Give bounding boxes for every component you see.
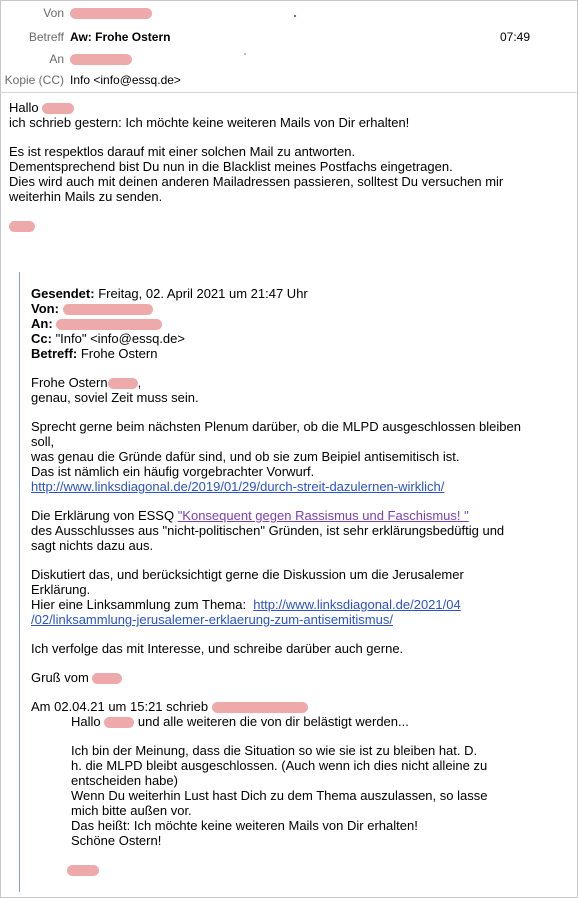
reply-line: ich schrieb gestern: Ich möchte keine weiteren Mails von Dir erhalten!	[9, 115, 410, 130]
cc-value[interactable]: Info <info@essq.de>	[70, 73, 181, 87]
quoted-line: was genau die Gründe dafür sind, und ob sie zum Beipiel antisemitisch ist.	[31, 449, 460, 464]
nested-line: mich bitte außen vor.	[71, 803, 192, 818]
quoted-line: Erklärung.	[31, 582, 91, 597]
nested-line: Das heißt: Ich möchte keine weiteren Mails von Dir erhalten!	[71, 818, 418, 833]
quoted-sent: Gesendet: Freitag, 02. April 2021 um 21:47 Uhr	[31, 286, 308, 301]
quoted-line: Diskutiert das, und berücksichtigt gerne die Diskussion um die Jerusalemer	[31, 567, 464, 582]
quoted-line: Frohe Ostern ,	[31, 375, 142, 390]
cc-label: Kopie (CC)	[4, 73, 64, 87]
quoted-from: Von:	[31, 301, 561, 316]
nested-line: Ich bin der Meinung, dass die Situation so wie sie ist zu bleiben hat. D.	[71, 743, 478, 758]
message-header	[0, 0, 578, 92]
nested-line: Schöne Ostern!	[71, 833, 162, 848]
link-linksammlung-part1[interactable]: http://www.linksdiagonal.de/2021/04	[253, 597, 461, 612]
reply-body	[9, 100, 569, 233]
quoted-subject: Betreff: Frohe Ostern	[31, 346, 158, 361]
quoted-message	[31, 286, 561, 714]
quoted-line: sagt nichts dazu aus.	[31, 538, 154, 553]
quoted-greeting: Gruß vom	[31, 670, 561, 685]
reply-line: Dementsprechend bist Du nun in die Blacklist meines Postfachs eingetragen.	[9, 159, 453, 174]
quoted-line: Das ist nämlich ein häufig vorgebrachter Vorwurf.	[31, 464, 315, 479]
reply-line: weiterhin Mails zu senden.	[9, 189, 163, 204]
from-label: Von	[43, 6, 64, 20]
to-row	[0, 49, 578, 69]
received-time: 07:49	[500, 30, 531, 44]
quoted-to: An:	[31, 316, 561, 331]
quoted-line: genau, soviel Zeit muss sein.	[31, 390, 199, 405]
to-value[interactable]	[70, 49, 132, 69]
quoted-line: Ich verfolge das mit Interesse, und schreibe darüber auch gerne.	[31, 641, 404, 656]
cc-row	[0, 70, 578, 90]
from-value[interactable]	[70, 3, 152, 23]
subject-value: Aw: Frohe Ostern	[70, 30, 171, 44]
quoted-line: des Ausschlusses aus "nicht-politischen" Gründen, ist sehr erklärungsbedüftig und	[31, 523, 505, 538]
nested-line: Wenn Du weiterhin Lust hast Dich zu dem Thema auszulassen, so lasse	[71, 788, 488, 803]
reply-line: Es ist respektlos darauf mit einer solchen Mail zu antworten.	[9, 144, 356, 159]
quoted-line: Sprecht gerne beim nächsten Plenum darüber, ob die MLPD ausgeschlossen bleiben	[31, 419, 521, 434]
nested-line: Hallo und alle weiteren die von dir belästigt werden...	[71, 714, 409, 729]
quoted-attribution: Am 02.04.21 um 15:21 schrieb	[31, 699, 561, 714]
reply-signature	[9, 218, 569, 233]
quoted-cc: Cc: "Info" <info@essq.de>	[31, 331, 185, 346]
reply-line: Dies wird auch mit deinen anderen Mailadressen passieren, solltest Du versuchen mir	[9, 174, 504, 189]
quoted-line: soll,	[31, 434, 55, 449]
subject-label: Betreff	[28, 30, 64, 44]
quoted-line: Die Erklärung von ESSQ "Konsequent gegen Rassismus und Faschismus! "	[31, 508, 469, 523]
subject-row	[0, 27, 578, 47]
header-divider	[0, 92, 578, 93]
to-label: An	[49, 52, 64, 66]
link-linksammlung-part2[interactable]: /02/linksammlung-jerusalemer-erklaerung-zum-antisemitismus/	[31, 612, 393, 627]
nested-quote	[71, 714, 551, 877]
from-row	[0, 3, 578, 23]
nested-line: entscheiden habe)	[71, 773, 178, 788]
status-dot-small	[244, 53, 246, 55]
nested-line: h. die MLPD bleibt ausgeschlossen. (Auch wenn ich dies nicht alleine zu	[71, 758, 488, 773]
link-linksdiagonal-2019[interactable]: http://www.linksdiagonal.de/2019/01/29/durch-streit-dazulernen-wirklich/	[31, 479, 445, 494]
status-dot	[294, 15, 296, 17]
nested-signature	[71, 862, 551, 877]
link-essq-erklaerung[interactable]: "Konsequent gegen Rassismus und Faschismus! "	[177, 508, 469, 523]
reply-greeting: Hallo	[9, 100, 569, 115]
quoted-line: Hier eine Linksammlung zum Thema: http://www.linksdiagonal.de/2021/04	[31, 597, 461, 612]
